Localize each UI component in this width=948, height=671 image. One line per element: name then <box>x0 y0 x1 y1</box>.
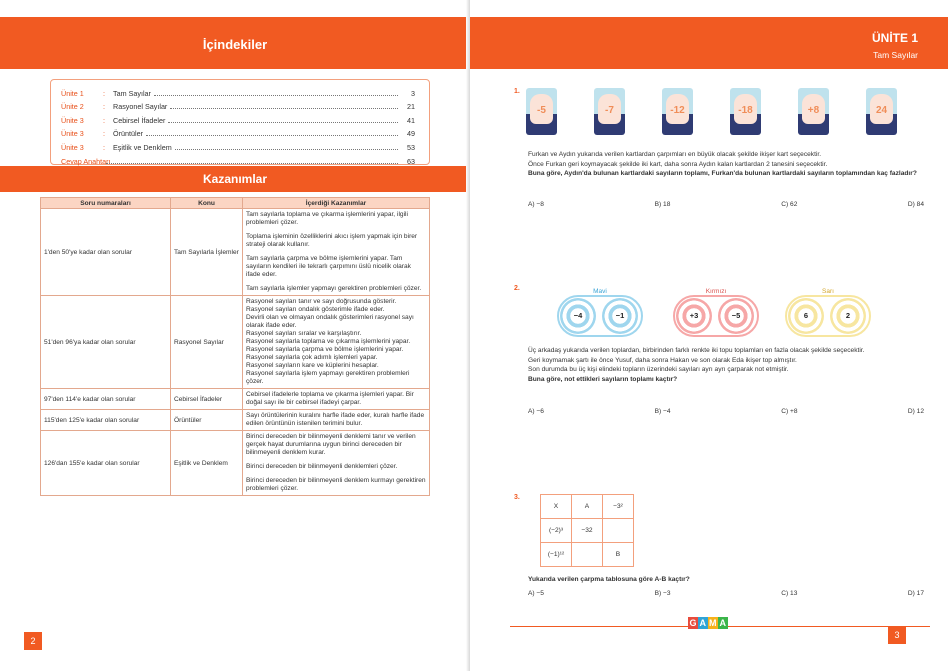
col-header-objectives: İçerdiği Kazanımlar <box>243 198 430 209</box>
toc-row <box>61 98 415 112</box>
answer-option: D) 12 <box>907 408 924 415</box>
answer-option: A) −6 <box>528 408 544 415</box>
answer-option: B) 18 <box>654 201 671 208</box>
card-value: -18 <box>738 105 753 116</box>
topic: Örüntüler <box>171 410 243 431</box>
table-row <box>41 389 430 410</box>
toc-separator: : <box>103 129 105 139</box>
objectives <box>243 389 430 410</box>
publisher-logo <box>688 617 728 629</box>
number-card <box>866 88 897 135</box>
ball-group-label: Kırmızı <box>705 288 727 295</box>
q2-question: Buna göre, not ettikleri sayıların toplamı kaçtır? <box>528 375 678 383</box>
grid-cell <box>603 519 634 543</box>
toc-row <box>61 138 415 152</box>
unit-title: ÜNİTE 1 <box>871 31 918 45</box>
objective-item: Rasyonel sayılarla çarpma ve bölme işlemlerini yapar. <box>246 346 404 353</box>
question-3-answers <box>528 590 924 597</box>
toc-row <box>61 84 415 98</box>
question-range: 51'den 96'ya kadar olan sorular <box>41 296 171 389</box>
logo-letter: M <box>709 618 717 628</box>
ball-group-label: Mavi <box>593 288 607 295</box>
toc-leader <box>170 108 398 109</box>
topic: Tam Sayılarla İşlemler <box>171 209 243 296</box>
answer-option: C) 13 <box>781 590 798 597</box>
toc-separator: : <box>103 142 105 152</box>
col-header-range: Soru numaraları <box>41 198 171 209</box>
question-3-number: 3. <box>514 494 520 501</box>
objectives <box>243 209 430 296</box>
q1-line-2: Önce Furkan geri koymayacak şekilde iki kart, daha sonra Aydın kalan kartlardan 2 tanesini seçecektir. <box>528 160 828 168</box>
toc-row <box>61 125 415 139</box>
objectives <box>243 410 430 431</box>
question-2-number: 2. <box>514 285 520 292</box>
multiplication-table <box>540 494 634 567</box>
grid-cell: (−1)¹² <box>541 543 572 567</box>
card-value: -7 <box>605 105 614 116</box>
grid-cell: −3² <box>603 495 634 519</box>
objective-item: Rasyonel sayıları sıralar ve karşılaştırır. <box>246 330 362 337</box>
answer-option: C) 62 <box>781 201 798 208</box>
objective-item: Devirli olan ve olmayan ondalık gösterimleri rasyonel sayı olarak ifade eder. <box>246 314 414 329</box>
q2-line-3: Son durumda bu üç kişi elindeki topların üzerindeki sayıları ayrı ayrı çarparak not etmiştir. <box>528 366 789 374</box>
grid-row <box>541 519 634 543</box>
objectives <box>243 431 430 496</box>
answer-option: A) −8 <box>528 201 544 208</box>
toc-separator: : <box>103 115 105 125</box>
question-1-text <box>528 150 924 179</box>
kazanim-header <box>0 166 470 192</box>
toc-page-number: 53 <box>407 142 415 152</box>
grid-cell: (−2)³ <box>541 519 572 543</box>
objective-item: Sayı örüntülerinin kuralını harfle ifade eder, kuralı harfle ifade edilen örüntünün istenilen terimini bulur. <box>246 412 425 427</box>
table-row <box>41 209 430 296</box>
toc-header <box>0 17 470 69</box>
toc-unit: Ünite 1 <box>61 88 84 98</box>
topic: Eşitlik ve Denklem <box>171 431 243 496</box>
table-row <box>41 296 430 389</box>
q1-question: Buna göre, Aydın'da bulunan kartlardaki sayıların toplamı, Furkan'da bulunan kartlardaki sayıların toplamından kaç fazladır? <box>528 170 917 178</box>
objective-item: Birinci dereceden bir bilinmeyenli denklemleri çözer. <box>246 463 398 470</box>
objective-item: Toplama işleminin özelliklerini akıcı işlem yapmak için birer strateji olarak kullanır. <box>246 233 418 248</box>
grid-cell <box>572 543 603 567</box>
question-range: 126'dan 155'e kadar olan sorular <box>41 431 171 496</box>
question-3-text: Yukarıda verilen çarpma tablosuna göre A-B kaçtır? <box>528 576 690 583</box>
toc-entry-title: Cebirsel İfadeler <box>113 115 166 125</box>
logo-letter: A <box>699 618 707 628</box>
ball: −4 <box>560 298 596 334</box>
toc-page-number: 21 <box>407 102 415 112</box>
question-range: 115'den 125'e kadar olan sorular <box>41 410 171 431</box>
answer-option: B) −3 <box>654 590 671 597</box>
page-number-right: 3 <box>888 626 906 644</box>
grid-cell: B <box>603 543 634 567</box>
grid-cell: X <box>541 495 572 519</box>
table-row <box>41 431 430 496</box>
ball-group-label: Sarı <box>822 288 834 295</box>
ball: 2 <box>830 298 866 334</box>
toc-entry-title: Eşitlik ve Denklem <box>113 142 172 152</box>
question-1-answers <box>528 201 924 208</box>
toc-entry-title: Rasyonel Sayılar <box>113 102 168 112</box>
objective-item: Tam sayılarla toplama ve çıkarma işlemlerini yapar, ilgili problemleri çözer. <box>246 211 408 226</box>
toc-leader <box>146 135 398 136</box>
right-page <box>470 0 948 671</box>
grid-row <box>541 495 634 519</box>
toc-separator: : <box>103 102 105 112</box>
objective-item: Tam sayılarla işlemler yapmayı gerektiren problemleri çözer. <box>246 285 422 292</box>
toc-entry-title: Örüntüler <box>113 129 143 139</box>
objective-item: Birinci dereceden bir bilinmeyenli denklem kurmayı gerektiren problemleri çözer. <box>246 477 426 492</box>
q2-line-1: Üç arkadaş yukarıda verilen toplardan, birbirinden farklı renkte iki topu toplamları en fazla olacak şekilde seçecektir. <box>528 347 865 354</box>
toc-unit: Ünite 3 <box>61 142 84 152</box>
card-value: -5 <box>537 105 546 116</box>
toc-unit: Ünite 2 <box>61 102 84 112</box>
toc-separator: : <box>103 88 105 98</box>
kazanim-title: Kazanımlar <box>202 172 268 186</box>
toc-page-number: 63 <box>407 156 415 166</box>
grid-cell: −32 <box>572 519 603 543</box>
toc-page-number: 3 <box>411 88 415 98</box>
toc-leader <box>154 95 398 96</box>
toc-leader <box>175 149 398 150</box>
page-number-left: 2 <box>24 632 42 650</box>
toc-leader <box>168 122 398 123</box>
toc-page-number: 41 <box>407 115 415 125</box>
question-2-text <box>528 346 924 384</box>
ball: −5 <box>718 298 754 334</box>
grid-row <box>541 543 634 567</box>
number-card <box>730 88 761 135</box>
ball: 6 <box>788 298 824 334</box>
number-card <box>526 88 557 135</box>
objectives <box>243 296 430 389</box>
logo-letter: G <box>689 618 697 628</box>
answer-option: D) 17 <box>907 590 924 597</box>
objective-item: Rasyonel sayıları tanır ve sayı doğrusunda gösterir. <box>246 298 397 305</box>
col-header-topic: Konu <box>171 198 243 209</box>
number-card <box>594 88 625 135</box>
question-2-answers <box>528 408 924 415</box>
toc-box <box>50 79 430 165</box>
answer-option: A) −5 <box>528 590 544 597</box>
answer-option: B) −4 <box>654 408 671 415</box>
card-value: +8 <box>807 105 820 116</box>
toc-title: İçindekiler <box>202 37 268 52</box>
question-range: 97'den 114'e kadar olan sorular <box>41 389 171 410</box>
objective-item: Rasyonel sayılarla işlem yapmayı gerektiren problemleri çözer. <box>246 370 410 385</box>
toc-unit: Ünite 3 <box>61 115 84 125</box>
toc-unit: Ünite 3 <box>61 129 84 139</box>
objective-item: Rasyonel sayılarla toplama ve çıkarma işlemlerini yapar. <box>246 338 411 345</box>
number-card <box>798 88 829 135</box>
objective-item: Tam sayılarla çarpma ve bölme işlemlerini yapar. Tam sayıların kendileri ile tekrarlı çarpımını üslü nicelik olarak ifade eder. <box>246 255 411 278</box>
grid-cell: A <box>572 495 603 519</box>
number-card <box>662 88 693 135</box>
answer-option: C) +8 <box>781 408 798 415</box>
toc-unit: Cevap Anahtarı <box>61 156 111 166</box>
toc-entry-title: Tam Sayılar <box>113 88 151 98</box>
toc-row <box>61 111 415 125</box>
q1-line-1: Furkan ve Aydın yukarıda verilen kartlardan çarpımları en büyük olacak şekilde ikişer kart seçecektir. <box>528 151 822 158</box>
toc-row <box>61 152 415 166</box>
unit-subtitle: Tam Sayılar <box>873 50 918 60</box>
card-value: -12 <box>670 105 685 116</box>
q2-line-2: Geri koymamak şartı ile önce Yusuf, daha sonra Hakan ve son olarak Eda ikişer top almıştır. <box>528 356 797 364</box>
objective-item: Birinci dereceden bir bilinmeyenli denklemi tanır ve verilen gerçek hayat durumlarına uygun birinci dereceden bir bilinmeyenli denklem kurar. <box>246 433 416 456</box>
topic: Rasyonel Sayılar <box>171 296 243 389</box>
answer-option: D) 84 <box>907 201 924 208</box>
toc-leader <box>106 163 398 164</box>
objective-item: Rasyonel sayıları ondalık gösterimle ifade eder. <box>246 306 385 313</box>
question-1-number: 1. <box>514 88 520 95</box>
objective-item: Rasyonel sayılarla çok adımlı işlemleri yapar. <box>246 354 378 361</box>
logo-letter: A <box>719 618 727 628</box>
objective-item: Cebirsel ifadelerle toplama ve çıkarma işlemleri yapar. Bir doğal sayı ile bir cebirsel ifadeyi çarpar. <box>246 391 414 406</box>
question-range: 1'den 50'ye kadar olan sorular <box>41 209 171 296</box>
left-page <box>0 0 470 671</box>
unit-header <box>470 17 948 69</box>
ball: +3 <box>676 298 712 334</box>
ball: −1 <box>602 298 638 334</box>
table-row <box>41 410 430 431</box>
toc-page-number: 49 <box>407 129 415 139</box>
kazanim-table <box>40 197 430 496</box>
card-value: 24 <box>875 105 888 116</box>
objective-item: Rasyonel sayıların kare ve küplerini hesaplar. <box>246 362 379 369</box>
topic: Cebirsel İfadeler <box>171 389 243 410</box>
